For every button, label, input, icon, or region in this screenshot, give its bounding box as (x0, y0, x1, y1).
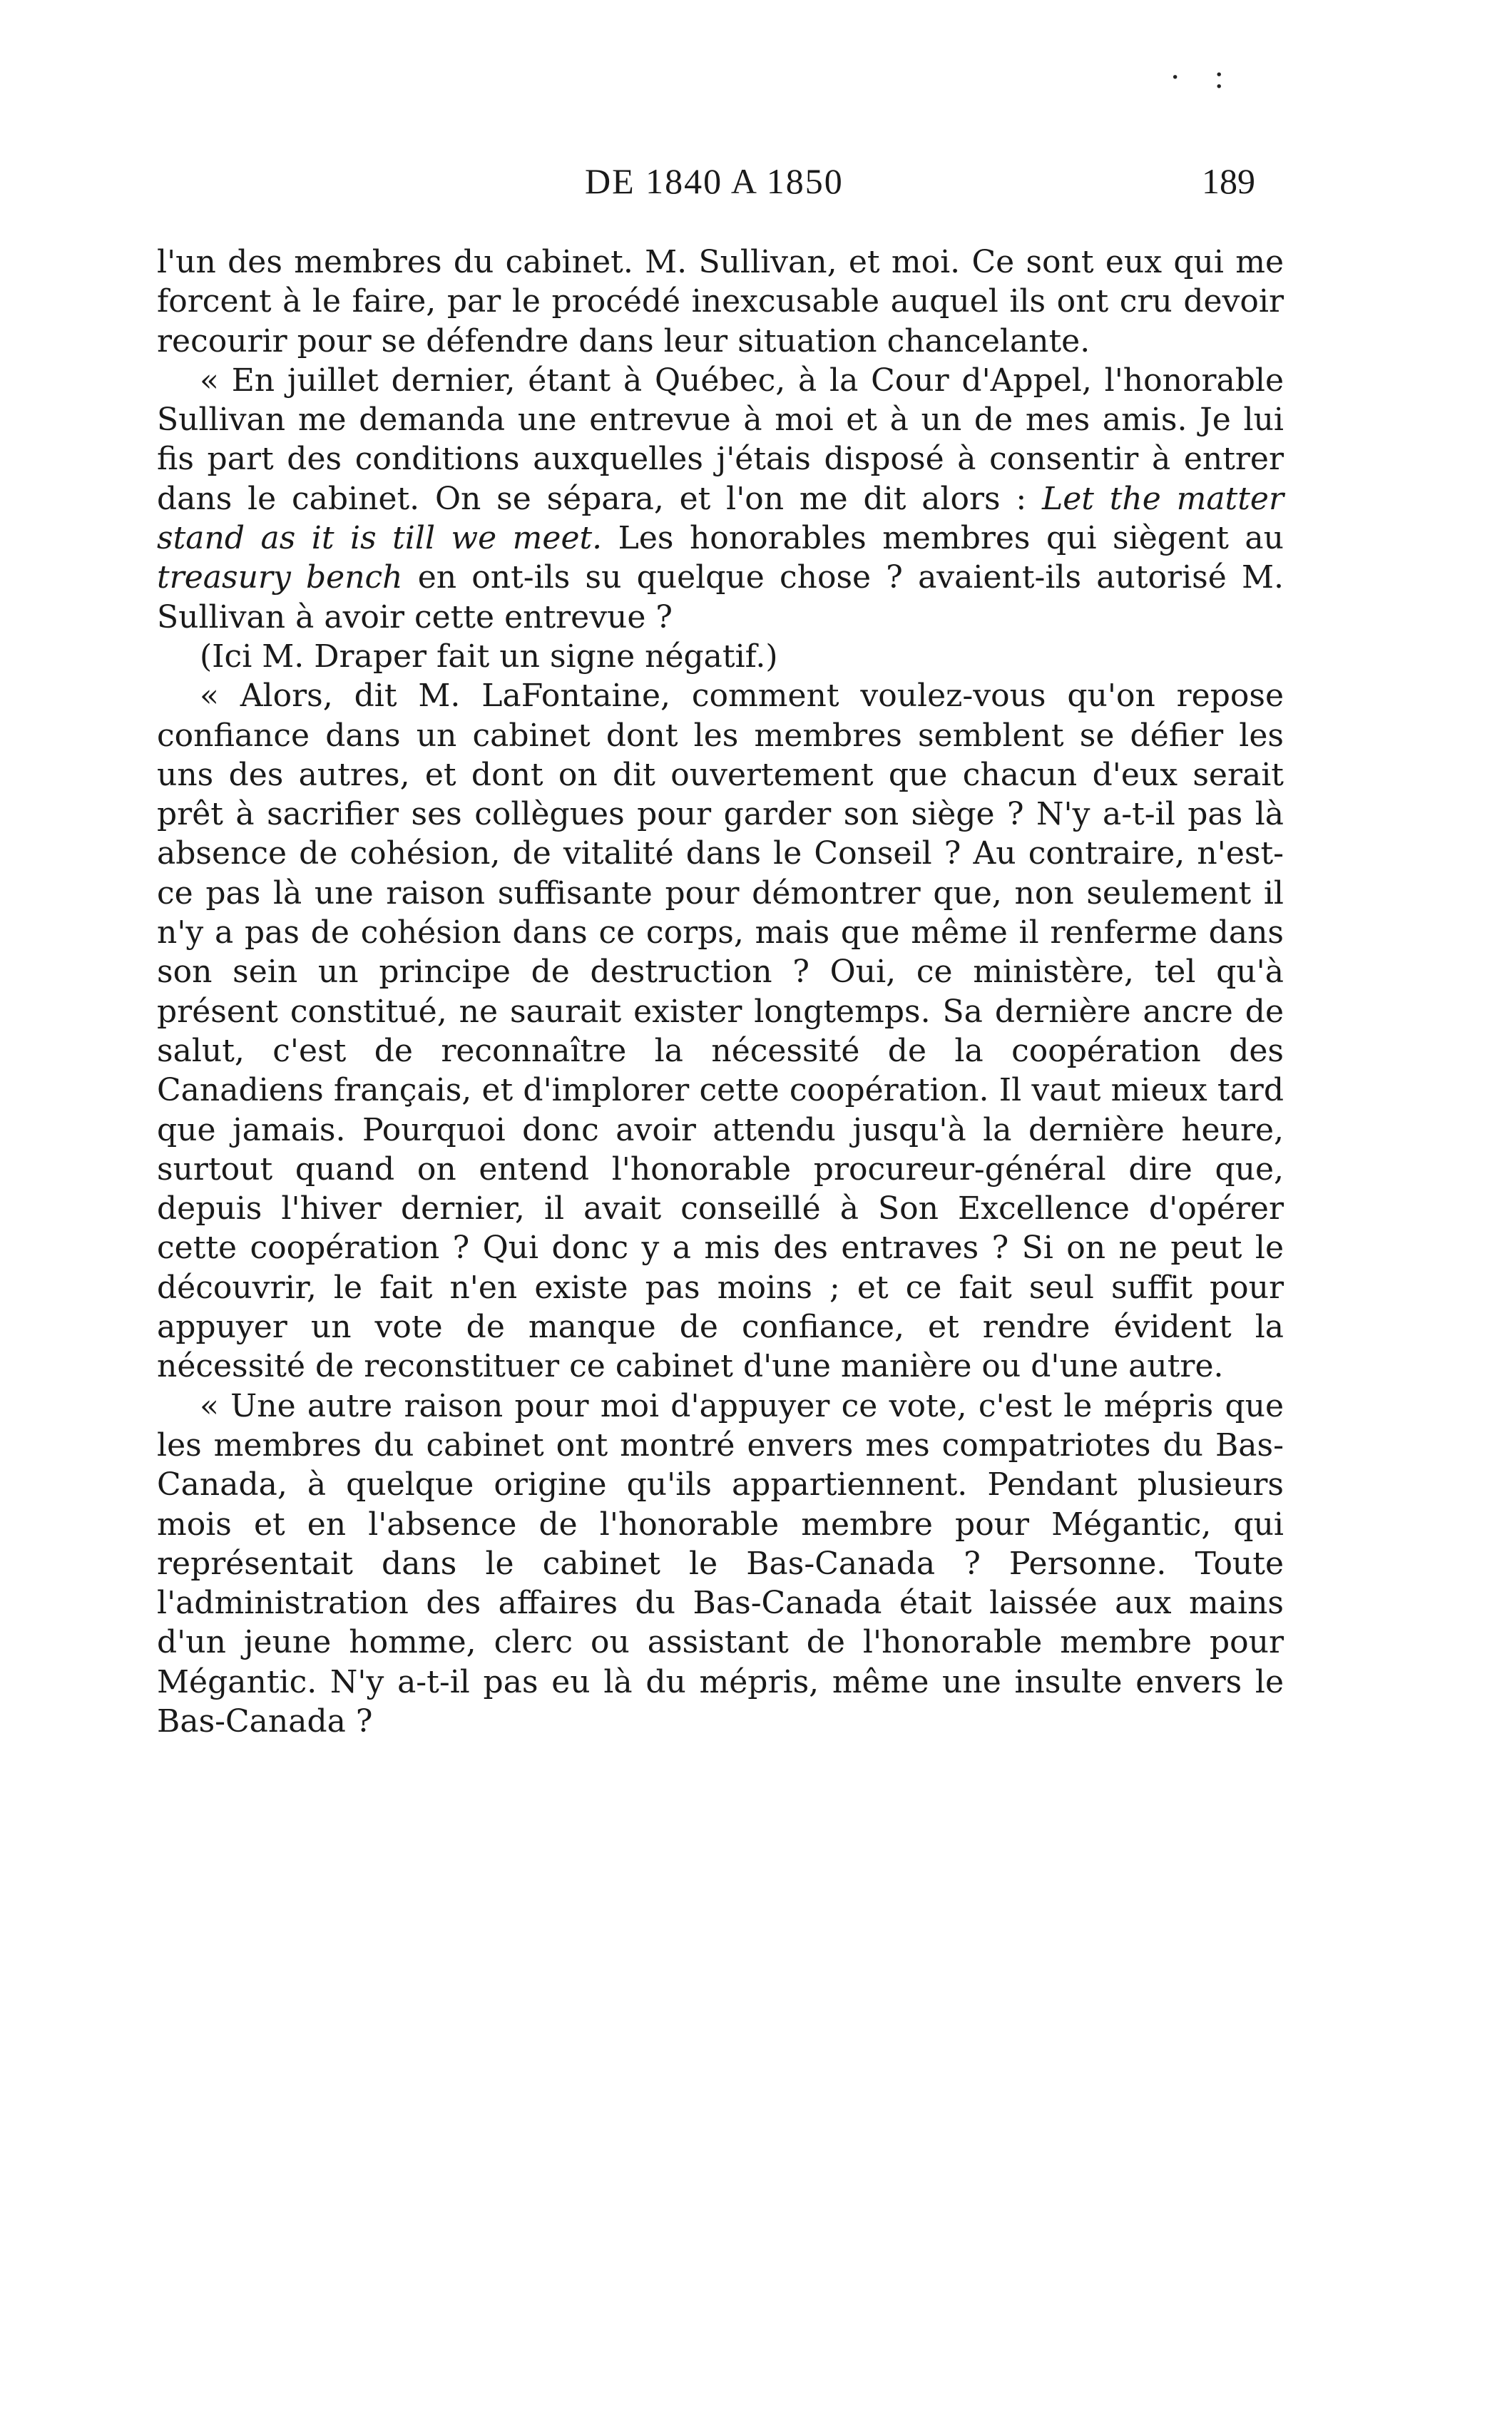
page-number: 189 (1202, 161, 1255, 201)
text-segment: l'un des membres du cabinet. M. Sullivan, et moi. Ce sont eux qui me forcent à le faire, par le procédé inexcusable auquel ils ont cru devoir recourir pour se défendre dans leur situation chancelante. (157, 244, 1284, 359)
body-text (157, 242, 1284, 1741)
paragraph-quebec-meeting (157, 361, 1284, 637)
print-specks: · : (1170, 58, 1237, 95)
text-segment: « Une autre raison pour moi d'appuyer ce vote, c'est le mépris que les membres du cabinet ont montré envers mes compatriotes du Bas-Canada, à quelque origine qu'ils appartiennent. Pendant plusieurs mois et en l'absence de l'honorable membre pour Mégantic, qui représentait dans le cabinet le Bas-Canada ? Personne. Toute l'administration des affaires du Bas-Canada était laissée aux mains d'un jeune homme, clerc ou assistant de l'honorable membre pour Mégantic. N'y a-t-il pas eu là du mépris, même une insulte envers le Bas-Canada ? (157, 1387, 1284, 1740)
text-segment: en ont-ils su quelque chose ? avaient-ils autorisé M. Sullivan à avoir cette entrevue ? (157, 559, 1284, 635)
text-segment: « Alors, dit M. LaFontaine, comment voulez-vous qu'on repose confiance dans un cabinet dont les membres semblent se défier les uns des autres, et dont on dit ouvertement que chacun d'eux serait prêt à sacrifier ses collègues pour garder son siège ? N'y a-t-il pas là absence de cohésion, de vitalité dans le Conseil ? Au contraire, n'est-ce pas là une raison suffisante pour démontrer que, non seulement il n'y a pas de cohésion dans ce corps, mais que même il renferme dans son sein un principe de destruction ? Oui, ce ministère, tel qu'à présent constitué, ne saurait exister longtemps. Sa dernière ancre de salut, c'est de reconnaître la nécessité de la coopération des Canadiens français, et d'implorer cette coopération. Il vaut mieux tard que jamais. Pourquoi donc avoir attendu jusqu'à la dernière heure, surtout quand on entend l'honorable procureur-général dire que, depuis l'hiver dernier, il avait conseillé à Son Excellence d'opérer cette coopération ? Qui donc y a mis des entraves ? Si on ne peut le découvrir, le fait n'en existe pas moins ; et ce fait seul suffit pour appuyer un vote de manque de confiance, et rendre évident la nécessité de reconstituer ce cabinet d'une manière ou d'une autre. (157, 678, 1284, 1385)
text-segment: (Ici M. Draper fait un signe négatif.) (200, 638, 778, 675)
text-segment: « En juillet dernier, étant à Québec, à la Cour d'Appel, l'honorable Sullivan me demanda une entrevue à moi et à un de mes amis. Je lui fis part des conditions auxquelles j'étais disposé à consentir à entrer dans le cabinet. On se sépara, et l'on me dit alors : (157, 362, 1284, 517)
italic-term: treasury bench (157, 559, 403, 596)
text-segment: Les honorables membres qui siègent au (602, 520, 1284, 557)
paragraph-lower-canada (157, 1387, 1284, 1742)
paragraph-continuation (157, 242, 1284, 361)
italic-quote: Let the matter stand as it is till we meet. (157, 480, 1284, 557)
paragraph-draper-sign (157, 637, 1284, 676)
running-head: DE 1840 A 1850 (585, 161, 844, 201)
paragraph-lafontaine-speech (157, 676, 1284, 1386)
